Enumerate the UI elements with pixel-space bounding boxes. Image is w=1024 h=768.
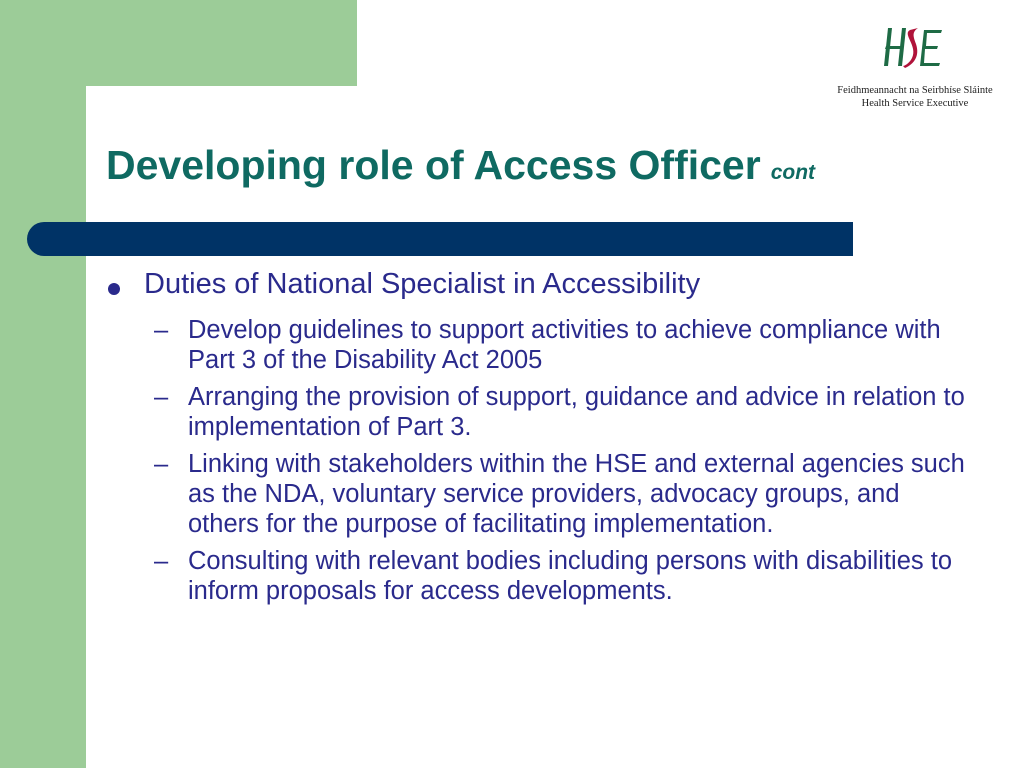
sub-bullet-list [154,315,974,613]
dash-icon: – [154,547,169,575]
bullet-dot-icon [108,283,120,295]
logo-irish-name: Feidhmeannacht na Seirbhíse Sláinte [837,85,993,96]
hse-logo-icon [876,18,956,78]
sub-bullet-text: Develop guidelines to support activities to achieve compliance with Part 3 of the Disability Act 2005 [188,316,941,374]
sub-bullet-item [154,315,974,375]
top-decorative-strip [0,0,357,86]
dash-icon: – [154,383,169,411]
left-decorative-strip [0,0,86,768]
title-main: Developing role of Access Officer [106,142,761,188]
sub-bullet-text: Linking with stakeholders within the HSE and external agencies such as the NDA, voluntary service providers, advocacy groups, and others for the purpose of facilitating implementation. [188,450,965,538]
dash-icon: – [154,316,169,344]
title-suffix: cont [770,161,816,184]
logo-english-name: Health Service Executive [861,98,969,109]
dash-icon: – [154,450,169,478]
title-divider-bar [27,222,853,256]
hse-logo [830,18,1000,118]
sub-bullet-item [154,546,974,606]
sub-bullet-text: Arranging the provision of support, guidance and advice in relation to implementation of Part 3. [188,383,965,441]
slide-title [106,142,815,189]
main-bullet-text: Duties of National Specialist in Accessibility [144,268,701,300]
sub-bullet-item [154,382,974,442]
sub-bullet-item [154,449,974,539]
sub-bullet-text: Consulting with relevant bodies including persons with disabilities to inform proposals for access developments. [188,547,953,605]
